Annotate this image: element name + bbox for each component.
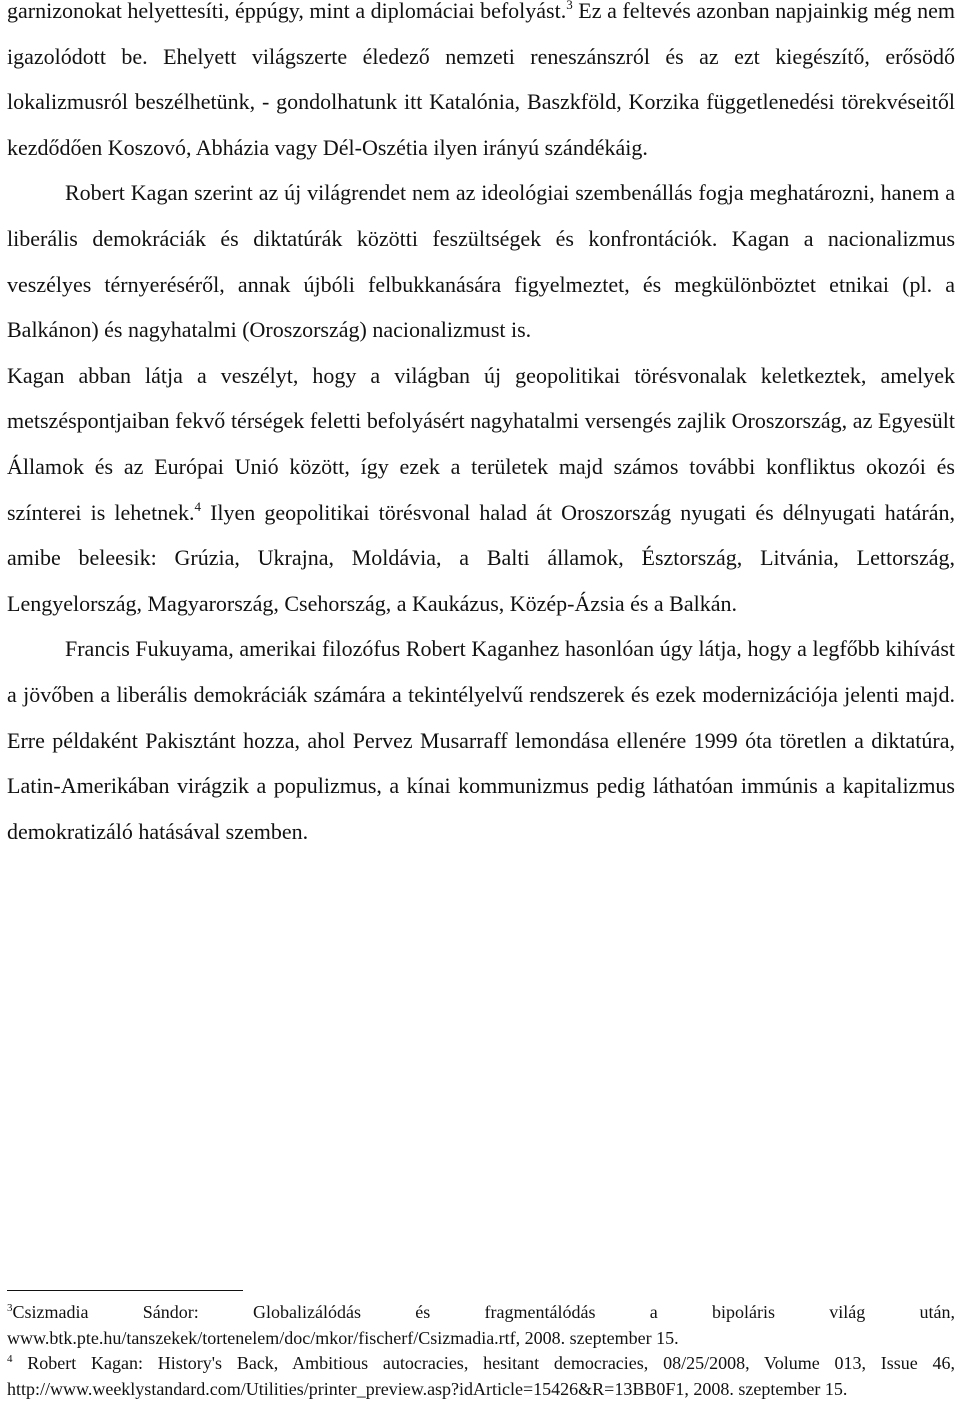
footnote-3 — [7, 1300, 955, 1351]
footnote-4-text: Robert Kagan: History's Back, Ambitious autocracies, hesitant democracies, 08/25/2008, Volume 013, Issue 46, http://www.weeklystandard.com/Utilities/printer_preview.asp?idArticle=15426&R=13BB0F1, 2008. szeptember 15. — [7, 1353, 956, 1399]
paragraph-3 — [7, 353, 955, 627]
footnote-3-marker: 3 — [7, 1302, 13, 1314]
paragraph-1 — [7, 0, 955, 170]
footnote-ref-3[interactable]: 3 — [566, 0, 573, 12]
footnote-3-text: Csizmadia Sándor: Globalizálódás és fragmentálódás a bipoláris világ után, www.btk.pte.hu/tanszekek/tortenelem/doc/mkor/fischerf/Csizmadia.rtf, 2008. szeptember 15. — [7, 1302, 955, 1348]
footnote-separator — [7, 1290, 243, 1291]
paragraph-3-text-b: Ilyen geopolitikai törésvonal halad át Oroszország nyugati és délnyugati határán, amibe beleesik: Grúzia, Ukrajna, Moldávia, a Balti államok, Észtország, Litvánia, Lettország, Lengyelország, Magyarország, Csehország, a Kaukázus, Közép-Ázsia és a Balkán. — [7, 499, 955, 616]
paragraph-4: Francis Fukuyama, amerikai filozófus Robert Kaganhez hasonlóan úgy látja, hogy a legfőbb kihívást a jövőben a liberális demokráciák számára a tekintélyelvű rendszerek és ezek modernizációja jelenti majd. Erre példaként Pakisztánt hozza, ahol Pervez Musarraff lemondása ellenére 1999 óta töretlen a diktatúra, Latin-Amerikában virágzik a populizmus, a kínai kommunizmus pedig láthatóan immúnis a kapitalizmus demokratizáló hatásával szemben. — [7, 636, 955, 844]
paragraph-2: Robert Kagan szerint az új világrendet nem az ideológiai szembenállás fogja meghatározni, hanem a liberális demokráciák és diktatúrák közötti feszültségek és konfrontációk. Kagan a nacionalizmus veszélyes térnyeréséről, annak újbóli felbukkanására figyelmeztet, és megkülönböztet etnikai (pl. a Balkánon) és nagyhatalmi (Oroszország) nacionalizmust is. — [7, 180, 955, 343]
document-page — [7, 0, 955, 854]
paragraph-1-text-b: Ez a feltevés azonban napjainkig még nem igazolódott be. Ehelyett világszerte éledező nemzeti reneszánszról és az ezt kiegészítő, erősödő lokalizmusról beszélhetünk, - gondolhatunk itt Katalónia, Baszkföld, Korzika függetlenedési törekvéseitől kezdődően Koszovó, Abházia vagy Dél-Oszétia ilyen irányú szándékáig. — [7, 0, 956, 160]
footnote-4-marker: 4 — [7, 1353, 13, 1365]
paragraph-3-text-a: Kagan abban látja a veszélyt, hogy a világban új geopolitikai törésvonalak keletkeztek, amelyek metszéspontjaiban fekvő térségek feletti befolyásért nagyhatalmi versengés zajlik Oroszország, az Egyesült Államok és az Európai Unió között, így ezek a területek majd számos további konfliktus okozói és színterei is lehetnek. — [7, 362, 955, 525]
footnotes — [7, 1300, 955, 1402]
footnote-ref-4[interactable]: 4 — [194, 498, 201, 514]
paragraph-1-text-a: garnizonokat helyettesíti, éppúgy, mint a diplomáciai befolyást. — [7, 0, 567, 23]
footnote-4 — [7, 1351, 955, 1402]
